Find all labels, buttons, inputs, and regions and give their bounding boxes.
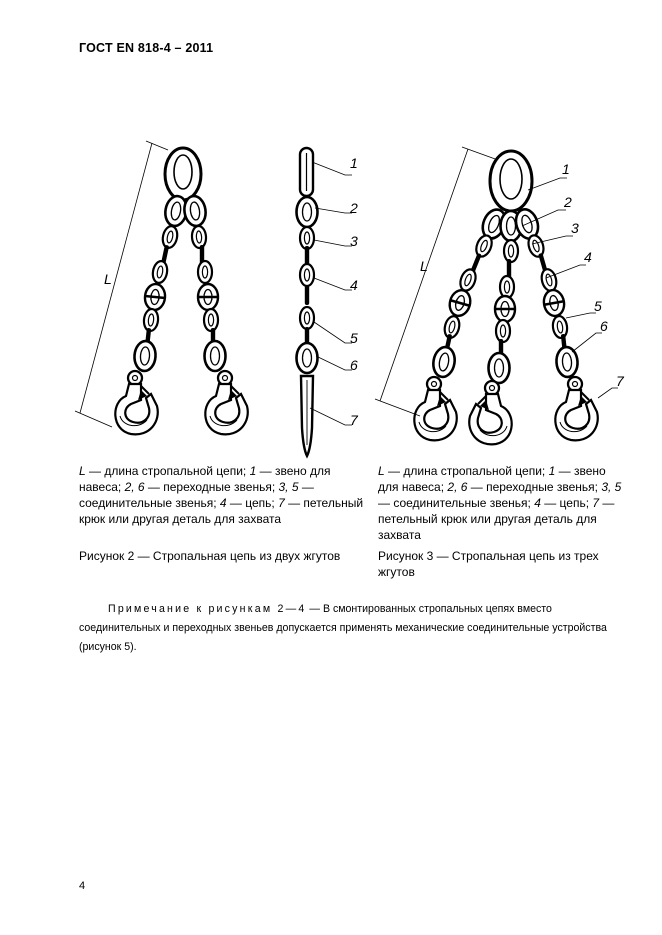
figure2-legend-part: 1 xyxy=(249,464,257,478)
document-header: ГОСТ EN 818-4 – 2011 xyxy=(79,41,214,55)
figure2-legend xyxy=(79,463,365,527)
figure2-callout-2: 2 xyxy=(350,200,358,216)
note-lead: Примечание к рисункам 2—4 xyxy=(108,603,307,615)
figure2-callout-6: 6 xyxy=(350,357,358,373)
figure3-legend-part: 1 xyxy=(548,464,556,478)
figure2-drawing xyxy=(75,141,248,434)
figure2-legend-part: — длина стропальной цепи; xyxy=(85,464,250,478)
note-text: — В смонтированных стропальных цепях вместо соединительных и переходных звеньев допускается применять механические соединительные устройства (рисунок 5). xyxy=(79,603,607,653)
figure2-legend-part: 7 xyxy=(278,496,285,510)
figure3-legend-part: — петельный крюк или другая деталь для захвата xyxy=(378,496,615,542)
note-paragraph xyxy=(79,600,613,657)
page-number: 4 xyxy=(79,880,86,892)
figure3-legend-part: — соединительные звенья; xyxy=(378,496,535,510)
figure2-callout-1: 1 xyxy=(350,155,358,171)
figure2-callout-4: 4 xyxy=(350,277,358,293)
figure2-dimension-label: L xyxy=(104,271,112,287)
figure2-legend-part: — петельный крюк или другая деталь для захвата xyxy=(79,496,364,526)
figure3-legend-part: — длина стропальной цепи; xyxy=(384,464,549,478)
figure3-legend-part: — переходные звенья; xyxy=(467,480,602,494)
figure2-legend-part: — переходные звенья; xyxy=(144,480,279,494)
figure3-legend-part: — цепь; xyxy=(540,496,593,510)
figure3-drawing xyxy=(375,147,625,444)
figure2-callout-7: 7 xyxy=(350,412,358,428)
figure3-dimension-label: L xyxy=(420,258,428,274)
figure3-callout-2: 2 xyxy=(564,194,572,210)
figure3-caption: Рисунок 3 — Стропальная цепь из трех жгутов xyxy=(378,549,599,579)
figure3-legend-part: 2, 6 xyxy=(447,480,468,494)
figure2-legend-part: 3, 5 xyxy=(278,480,299,494)
figure3-legend-part: — звено для навеса; xyxy=(378,464,606,494)
figure3-legend xyxy=(378,463,626,543)
figure2-legend-part: 2, 6 xyxy=(124,480,145,494)
figure2-legend-part: — звено для навеса; xyxy=(79,464,331,494)
figure2-callout-5: 5 xyxy=(350,330,358,346)
figure3-callout-3: 3 xyxy=(571,220,579,236)
figure3-callout-6: 6 xyxy=(600,318,608,334)
figure3-callout-5: 5 xyxy=(594,298,602,314)
figure3-legend-part: 4 xyxy=(534,496,541,510)
figure2-legend-part: L xyxy=(79,464,86,478)
figure2-legend-part: — соединительные звенья; xyxy=(79,480,314,510)
figure3-callout-7: 7 xyxy=(616,373,624,389)
figure2-side-view xyxy=(297,148,360,456)
figure2-legend-part: 4 xyxy=(219,496,227,510)
figure3-callout-4: 4 xyxy=(584,249,592,265)
figure3-legend-part: L xyxy=(378,464,385,478)
figure3-legend-part: 3, 5 xyxy=(601,480,622,494)
figure2-callout-3: 3 xyxy=(350,233,358,249)
figure3-legend-part: 7 xyxy=(592,496,600,510)
figure3-callout-1: 1 xyxy=(562,161,570,177)
figure2-legend-part: — цепь; xyxy=(226,496,279,510)
figure2-caption: Рисунок 2 — Стропальная цепь из двух жгутов xyxy=(79,549,341,563)
